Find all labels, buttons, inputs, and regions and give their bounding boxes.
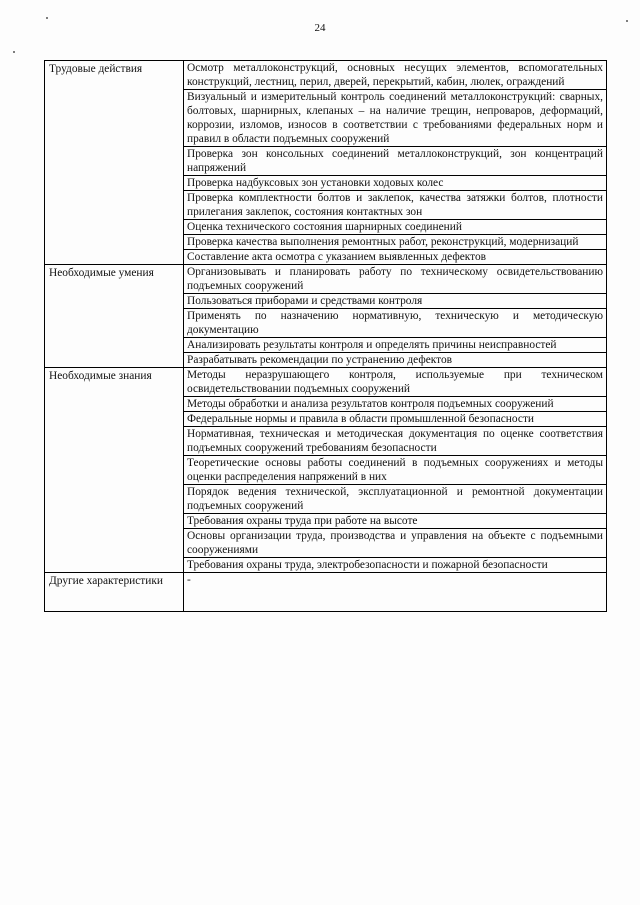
section-label: Необходимые умения [45, 265, 184, 368]
section-item: Проверка качества выполнения ремонтных работ, реконструкций, модернизаций [184, 235, 607, 250]
section-label: Трудовые действия [45, 61, 184, 265]
scan-speck [626, 20, 628, 22]
section-item: Порядок ведения технической, эксплуатационной и ремонтной документации подъемных сооружений [184, 485, 607, 514]
section-item: Основы организации труда, производства и управления на объекте с подъемными сооружениями [184, 529, 607, 558]
section-item: - [184, 573, 607, 612]
table-row [45, 265, 607, 294]
competency-table [44, 60, 607, 612]
section-item: Анализировать результаты контроля и определять причины неисправностей [184, 338, 607, 353]
table-row [45, 368, 607, 397]
section-item: Разрабатывать рекомендации по устранению дефектов [184, 353, 607, 368]
section-item: Теоретические основы работы соединений в подъемных сооружениях и методы оценки распределения напряжений в них [184, 456, 607, 485]
section-item: Пользоваться приборами и средствами контроля [184, 294, 607, 309]
section-label: Необходимые знания [45, 368, 184, 573]
section-item: Требования охраны труда при работе на высоте [184, 514, 607, 529]
section-item: Осмотр металлоконструкций, основных несущих элементов, вспомогательных конструкций, лестниц, перил, дверей, перекрытий, кабин, люлек, ограждений [184, 61, 607, 90]
scan-speck [46, 17, 48, 19]
section-item: Визуальный и измерительный контроль соединений металлоконструкций: сварных, болтовых, шарнирных, клепаных – на наличие трещин, непроваров, деформаций, коррозии, изломов, износов в соответствии с требованиями федеральных норм и правил в области подъемных сооружений [184, 90, 607, 147]
table-row [45, 61, 607, 90]
section-item: Оценка технического состояния шарнирных соединений [184, 220, 607, 235]
section-item: Проверка комплектности болтов и заклепок, качества затяжки болтов, плотности прилегания заклепок, состояния контактных зон [184, 191, 607, 220]
section-item: Составление акта осмотра с указанием выявленных дефектов [184, 250, 607, 265]
table-row [45, 573, 607, 612]
page-number: 24 [314, 22, 326, 34]
section-item: Проверка зон консольных соединений металлоконструкций, зон концентраций напряжений [184, 147, 607, 176]
section-item: Федеральные нормы и правила в области промышленной безопасности [184, 412, 607, 427]
section-item: Методы обработки и анализа результатов контроля подъемных сооружений [184, 397, 607, 412]
section-label: Другие характеристики [45, 573, 184, 612]
section-item: Организовывать и планировать работу по техническому освидетельствованию подъемных сооружений [184, 265, 607, 294]
section-item: Применять по назначению нормативную, техническую и методическую документацию [184, 309, 607, 338]
section-item: Методы неразрушающего контроля, используемые при техническом освидетельствовании подъемных сооружений [184, 368, 607, 397]
section-item: Требования охраны труда, электробезопасности и пожарной безопасности [184, 558, 607, 573]
scan-speck [13, 51, 15, 53]
section-item: Проверка надбуксовых зон установки ходовых колес [184, 176, 607, 191]
competency-table-body [45, 61, 607, 612]
section-item: Нормативная, техническая и методическая документация по оценке соответствия подъемных сооружений требованиям безопасности [184, 427, 607, 456]
